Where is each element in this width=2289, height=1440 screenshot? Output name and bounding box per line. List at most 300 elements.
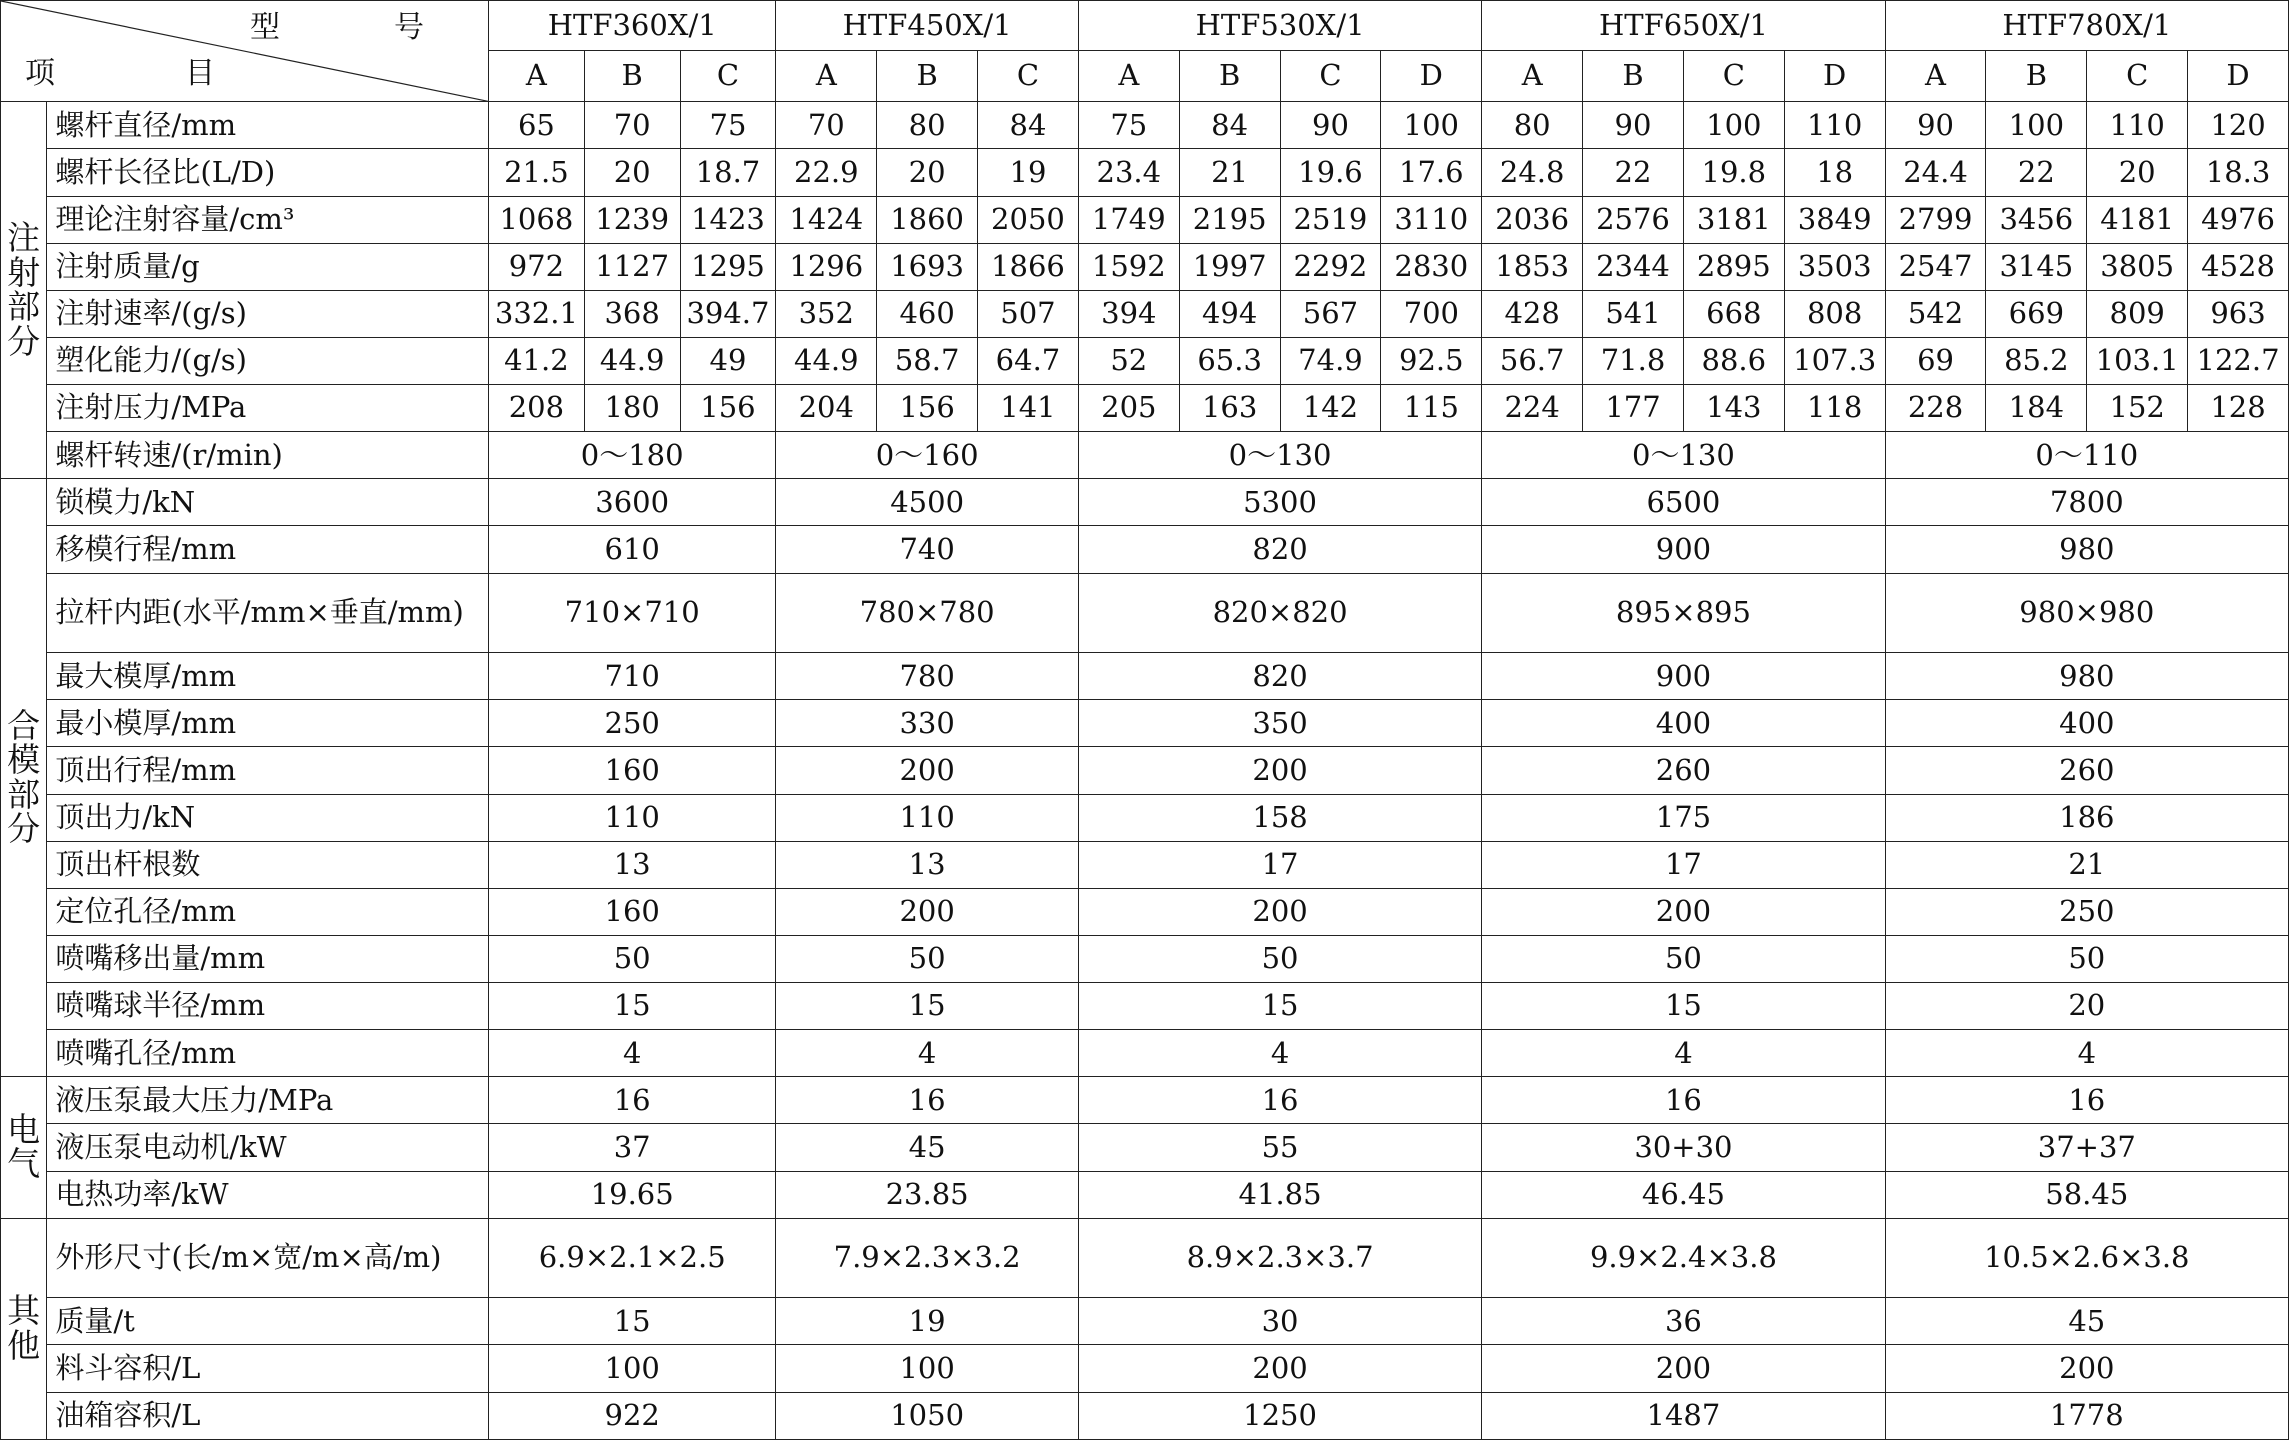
section-label	[1, 479, 47, 1077]
variant-value-cell: 49	[680, 337, 776, 384]
variant-value-cell: 20	[877, 149, 978, 196]
model-value-cell: 13	[489, 841, 776, 888]
variant-value-cell: 52	[1078, 337, 1179, 384]
variant-value-cell: 228	[1885, 385, 1986, 432]
model-value-cell: 0～180	[489, 432, 776, 479]
row-label: 喷嘴球半径/mm	[47, 983, 489, 1030]
model-value-cell: 19	[776, 1298, 1079, 1345]
model-value-cell: 175	[1482, 794, 1885, 841]
model-value-cell: 10.5×2.6×3.8	[1885, 1218, 2288, 1298]
model-value-cell: 260	[1885, 747, 2288, 794]
row-label: 定位孔径/mm	[47, 888, 489, 935]
table-row	[1, 479, 2289, 526]
variant-value-cell: 88.6	[1683, 337, 1784, 384]
variant-value-cell: 156	[680, 385, 776, 432]
table-row	[1, 1345, 2289, 1392]
model-value-cell: 50	[1885, 935, 2288, 982]
row-label: 理论注射容量/cm³	[47, 196, 489, 243]
corner-item-label: 项 目	[25, 55, 265, 91]
variant-value-cell: 394.7	[680, 290, 776, 337]
table-row	[1, 337, 2289, 384]
variant-value-cell: 74.9	[1280, 337, 1381, 384]
variant-value-cell: 41.2	[489, 337, 585, 384]
model-value-cell: 45	[776, 1124, 1079, 1171]
table-row	[1, 841, 2289, 888]
variant-header: B	[1179, 50, 1280, 102]
variant-value-cell: 1423	[680, 196, 776, 243]
table-row	[1, 573, 2289, 653]
table-row	[1, 794, 2289, 841]
variant-value-cell: 808	[1784, 290, 1885, 337]
variant-value-cell: 110	[2087, 102, 2188, 149]
model-value-cell: 16	[489, 1077, 776, 1124]
table-row	[1, 1124, 2289, 1171]
variant-value-cell: 71.8	[1583, 337, 1684, 384]
section-label-text: 其他	[7, 1291, 41, 1365]
table-row	[1, 290, 2289, 337]
table-row	[1, 1077, 2289, 1124]
row-label: 注射质量/g	[47, 243, 489, 290]
variant-value-cell: 56.7	[1482, 337, 1583, 384]
model-value-cell: 50	[776, 935, 1079, 982]
model-value-cell: 30	[1078, 1298, 1481, 1345]
table-row	[1, 243, 2289, 290]
model-value-cell: 1487	[1482, 1392, 1885, 1440]
model-value-cell: 610	[489, 526, 776, 573]
variant-value-cell: 19.8	[1683, 149, 1784, 196]
model-value-cell: 820	[1078, 526, 1481, 573]
variant-value-cell: 205	[1078, 385, 1179, 432]
variant-value-cell: 24.4	[1885, 149, 1986, 196]
variant-value-cell: 44.9	[776, 337, 877, 384]
model-value-cell: 0～110	[1885, 432, 2288, 479]
variant-value-cell: 44.9	[584, 337, 680, 384]
table-row	[1, 1030, 2289, 1077]
variant-value-cell: 69	[1885, 337, 1986, 384]
variant-value-cell: 3181	[1683, 196, 1784, 243]
model-value-cell: 250	[1885, 888, 2288, 935]
model-value-cell: 50	[489, 935, 776, 982]
variant-value-cell: 22	[1986, 149, 2087, 196]
model-value-cell: 55	[1078, 1124, 1481, 1171]
variant-value-cell: 163	[1179, 385, 1280, 432]
variant-value-cell: 20	[584, 149, 680, 196]
variant-value-cell: 21.5	[489, 149, 585, 196]
model-value-cell: 4	[776, 1030, 1079, 1077]
variant-value-cell: 100	[1381, 102, 1482, 149]
model-header: HTF650X/1	[1482, 1, 1885, 51]
variant-value-cell: 542	[1885, 290, 1986, 337]
row-label: 移模行程/mm	[47, 526, 489, 573]
model-value-cell: 200	[1482, 1345, 1885, 1392]
variant-value-cell: 80	[877, 102, 978, 149]
variant-value-cell: 84	[978, 102, 1079, 149]
row-label: 螺杆长径比(L/D)	[47, 149, 489, 196]
table-row	[1, 935, 2289, 982]
variant-value-cell: 85.2	[1986, 337, 2087, 384]
variant-value-cell: 494	[1179, 290, 1280, 337]
model-value-cell: 50	[1078, 935, 1481, 982]
row-label: 顶出行程/mm	[47, 747, 489, 794]
table-row	[1, 700, 2289, 747]
table-row	[1, 432, 2289, 479]
variant-header: A	[489, 50, 585, 102]
variant-value-cell: 4976	[2188, 196, 2289, 243]
variant-value-cell: 394	[1078, 290, 1179, 337]
model-value-cell: 58.45	[1885, 1171, 2288, 1218]
table-row	[1, 653, 2289, 700]
model-value-cell: 710×710	[489, 573, 776, 653]
row-label: 质量/t	[47, 1298, 489, 1345]
table-row	[1, 102, 2289, 149]
model-value-cell: 740	[776, 526, 1079, 573]
variant-value-cell: 141	[978, 385, 1079, 432]
variant-value-cell: 963	[2188, 290, 2289, 337]
model-value-cell: 1250	[1078, 1392, 1481, 1440]
variant-value-cell: 23.4	[1078, 149, 1179, 196]
variant-value-cell: 90	[1885, 102, 1986, 149]
variant-value-cell: 90	[1583, 102, 1684, 149]
model-value-cell: 330	[776, 700, 1079, 747]
model-value-cell: 45	[1885, 1298, 2288, 1345]
variant-value-cell: 65.3	[1179, 337, 1280, 384]
model-value-cell: 780×780	[776, 573, 1079, 653]
variant-value-cell: 2036	[1482, 196, 1583, 243]
model-value-cell: 100	[489, 1345, 776, 1392]
variant-value-cell: 18.7	[680, 149, 776, 196]
model-value-cell: 15	[1078, 983, 1481, 1030]
model-value-cell: 16	[776, 1077, 1079, 1124]
row-label: 注射速率/(g/s)	[47, 290, 489, 337]
table-row	[1, 526, 2289, 573]
model-value-cell: 16	[1078, 1077, 1481, 1124]
variant-value-cell: 1592	[1078, 243, 1179, 290]
variant-value-cell: 1693	[877, 243, 978, 290]
model-value-cell: 30+30	[1482, 1124, 1885, 1171]
model-value-cell: 6500	[1482, 479, 1885, 526]
variant-value-cell: 2547	[1885, 243, 1986, 290]
model-header: HTF360X/1	[489, 1, 776, 51]
variant-value-cell: 184	[1986, 385, 2087, 432]
model-value-cell: 200	[1482, 888, 1885, 935]
variant-value-cell: 18.3	[2188, 149, 2289, 196]
model-value-cell: 9.9×2.4×3.8	[1482, 1218, 1885, 1298]
row-label: 塑化能力/(g/s)	[47, 337, 489, 384]
variant-value-cell: 1296	[776, 243, 877, 290]
model-value-cell: 19.65	[489, 1171, 776, 1218]
variant-value-cell: 1295	[680, 243, 776, 290]
variant-value-cell: 2576	[1583, 196, 1684, 243]
row-label: 锁模力/kN	[47, 479, 489, 526]
model-value-cell: 922	[489, 1392, 776, 1440]
section-label-text: 电气	[7, 1109, 41, 1184]
variant-value-cell: 122.7	[2188, 337, 2289, 384]
model-value-cell: 7800	[1885, 479, 2288, 526]
model-value-cell: 980	[1885, 526, 2288, 573]
variant-value-cell: 972	[489, 243, 585, 290]
model-value-cell: 4	[1885, 1030, 2288, 1077]
model-value-cell: 158	[1078, 794, 1481, 841]
model-value-cell: 4	[489, 1030, 776, 1077]
variant-value-cell: 58.7	[877, 337, 978, 384]
variant-value-cell: 2799	[1885, 196, 1986, 243]
model-value-cell: 200	[776, 747, 1079, 794]
model-header: HTF530X/1	[1078, 1, 1481, 51]
variant-value-cell: 103.1	[2087, 337, 2188, 384]
variant-value-cell: 1749	[1078, 196, 1179, 243]
variant-value-cell: 22.9	[776, 149, 877, 196]
model-value-cell: 980×980	[1885, 573, 2288, 653]
variant-value-cell: 92.5	[1381, 337, 1482, 384]
variant-value-cell: 18	[1784, 149, 1885, 196]
model-value-cell: 21	[1885, 841, 2288, 888]
model-value-cell: 6.9×2.1×2.5	[489, 1218, 776, 1298]
variant-value-cell: 110	[1784, 102, 1885, 149]
model-value-cell: 15	[776, 983, 1079, 1030]
model-value-cell: 1050	[776, 1392, 1079, 1440]
table-row	[1, 385, 2289, 432]
variant-value-cell: 669	[1986, 290, 2087, 337]
variant-value-cell: 204	[776, 385, 877, 432]
variant-value-cell: 3110	[1381, 196, 1482, 243]
variant-header: A	[776, 50, 877, 102]
model-value-cell: 1778	[1885, 1392, 2288, 1440]
variant-value-cell: 70	[584, 102, 680, 149]
variant-header: A	[1885, 50, 1986, 102]
row-label: 最小模厚/mm	[47, 700, 489, 747]
section-label-text: 合模部分	[7, 705, 41, 849]
variant-value-cell: 3145	[1986, 243, 2087, 290]
variant-value-cell: 21	[1179, 149, 1280, 196]
model-value-cell: 110	[489, 794, 776, 841]
variant-header: C	[680, 50, 776, 102]
row-label: 顶出杆根数	[47, 841, 489, 888]
variant-value-cell: 208	[489, 385, 585, 432]
variant-value-cell: 64.7	[978, 337, 1079, 384]
model-value-cell: 3600	[489, 479, 776, 526]
model-value-cell: 50	[1482, 935, 1885, 982]
variant-value-cell: 65	[489, 102, 585, 149]
variant-value-cell: 224	[1482, 385, 1583, 432]
variant-value-cell: 2050	[978, 196, 1079, 243]
row-label: 拉杆内距(水平/mm×垂直/mm)	[47, 573, 489, 653]
model-value-cell: 400	[1482, 700, 1885, 747]
variant-value-cell: 152	[2087, 385, 2188, 432]
model-value-cell: 200	[776, 888, 1079, 935]
model-value-cell: 900	[1482, 653, 1885, 700]
variant-value-cell: 3503	[1784, 243, 1885, 290]
row-label: 注射压力/MPa	[47, 385, 489, 432]
variant-header: C	[1683, 50, 1784, 102]
model-value-cell: 4500	[776, 479, 1079, 526]
variant-value-cell: 507	[978, 290, 1079, 337]
row-label: 液压泵最大压力/MPa	[47, 1077, 489, 1124]
variant-value-cell: 19.6	[1280, 149, 1381, 196]
model-value-cell: 17	[1482, 841, 1885, 888]
model-value-cell: 16	[1885, 1077, 2288, 1124]
variant-header: D	[1381, 50, 1482, 102]
variant-value-cell: 80	[1482, 102, 1583, 149]
table-row	[1, 1171, 2289, 1218]
variant-value-cell: 143	[1683, 385, 1784, 432]
header-corner	[1, 1, 489, 102]
variant-header: A	[1482, 50, 1583, 102]
variant-value-cell: 100	[1683, 102, 1784, 149]
variant-value-cell: 2344	[1583, 243, 1684, 290]
variant-value-cell: 2195	[1179, 196, 1280, 243]
variant-value-cell: 1424	[776, 196, 877, 243]
variant-value-cell: 809	[2087, 290, 2188, 337]
variant-value-cell: 100	[1986, 102, 2087, 149]
variant-value-cell: 1239	[584, 196, 680, 243]
variant-value-cell: 567	[1280, 290, 1381, 337]
variant-header: B	[1583, 50, 1684, 102]
variant-value-cell: 19	[978, 149, 1079, 196]
variant-value-cell: 332.1	[489, 290, 585, 337]
variant-value-cell: 20	[2087, 149, 2188, 196]
row-label: 电热功率/kW	[47, 1171, 489, 1218]
variant-value-cell: 115	[1381, 385, 1482, 432]
corner-model-label: 型 号	[250, 10, 466, 45]
row-label: 料斗容积/L	[47, 1345, 489, 1392]
row-label: 油箱容积/L	[47, 1392, 489, 1440]
table-row	[1, 1392, 2289, 1440]
model-value-cell: 200	[1078, 747, 1481, 794]
model-value-cell: 15	[489, 1298, 776, 1345]
variant-value-cell: 541	[1583, 290, 1684, 337]
variant-value-cell: 2895	[1683, 243, 1784, 290]
table-row	[1, 983, 2289, 1030]
model-header: HTF450X/1	[776, 1, 1079, 51]
model-value-cell: 23.85	[776, 1171, 1079, 1218]
model-value-cell: 260	[1482, 747, 1885, 794]
variant-value-cell: 1068	[489, 196, 585, 243]
variant-value-cell: 1860	[877, 196, 978, 243]
section-label-text: 注射部分	[7, 218, 41, 361]
model-value-cell: 110	[776, 794, 1079, 841]
model-value-cell: 4	[1078, 1030, 1481, 1077]
row-label: 液压泵电动机/kW	[47, 1124, 489, 1171]
model-value-cell: 186	[1885, 794, 2288, 841]
model-value-cell: 8.9×2.3×3.7	[1078, 1218, 1481, 1298]
model-value-cell: 780	[776, 653, 1079, 700]
row-label: 喷嘴孔径/mm	[47, 1030, 489, 1077]
variant-value-cell: 17.6	[1381, 149, 1482, 196]
variant-value-cell: 2292	[1280, 243, 1381, 290]
variant-value-cell: 128	[2188, 385, 2289, 432]
variant-value-cell: 107.3	[1784, 337, 1885, 384]
model-value-cell: 41.85	[1078, 1171, 1481, 1218]
variant-header: C	[978, 50, 1079, 102]
variant-value-cell: 4528	[2188, 243, 2289, 290]
model-value-cell: 100	[776, 1345, 1079, 1392]
variant-header: C	[2087, 50, 2188, 102]
variant-value-cell: 3849	[1784, 196, 1885, 243]
table-row	[1, 1218, 2289, 1298]
variant-value-cell: 368	[584, 290, 680, 337]
model-value-cell: 820	[1078, 653, 1481, 700]
model-value-cell: 4	[1482, 1030, 1885, 1077]
model-value-cell: 37+37	[1885, 1124, 2288, 1171]
model-value-cell: 13	[776, 841, 1079, 888]
variant-value-cell: 118	[1784, 385, 1885, 432]
variant-value-cell: 177	[1583, 385, 1684, 432]
model-value-cell: 16	[1482, 1077, 1885, 1124]
model-value-cell: 7.9×2.3×3.2	[776, 1218, 1079, 1298]
section-label	[1, 1077, 47, 1218]
variant-value-cell: 90	[1280, 102, 1381, 149]
row-label: 螺杆直径/mm	[47, 102, 489, 149]
model-value-cell: 46.45	[1482, 1171, 1885, 1218]
model-value-cell: 5300	[1078, 479, 1481, 526]
variant-header: B	[1986, 50, 2087, 102]
variant-value-cell: 460	[877, 290, 978, 337]
model-value-cell: 0～160	[776, 432, 1079, 479]
variant-value-cell: 180	[584, 385, 680, 432]
table-row	[1, 1298, 2289, 1345]
row-label: 喷嘴移出量/mm	[47, 935, 489, 982]
variant-header: B	[877, 50, 978, 102]
model-value-cell: 0～130	[1078, 432, 1481, 479]
variant-value-cell: 4181	[2087, 196, 2188, 243]
model-header: HTF780X/1	[1885, 1, 2288, 51]
model-value-cell: 900	[1482, 526, 1885, 573]
row-label: 螺杆转速/(r/min)	[47, 432, 489, 479]
model-value-cell: 200	[1078, 1345, 1481, 1392]
section-label	[1, 102, 47, 479]
table-row	[1, 149, 2289, 196]
variant-header: B	[584, 50, 680, 102]
table-row	[1, 888, 2289, 935]
variant-value-cell: 1853	[1482, 243, 1583, 290]
variant-value-cell: 24.8	[1482, 149, 1583, 196]
row-label: 顶出力/kN	[47, 794, 489, 841]
variant-header: A	[1078, 50, 1179, 102]
variant-value-cell: 352	[776, 290, 877, 337]
variant-value-cell: 428	[1482, 290, 1583, 337]
model-value-cell: 820×820	[1078, 573, 1481, 653]
variant-header: C	[1280, 50, 1381, 102]
variant-value-cell: 22	[1583, 149, 1684, 196]
variant-value-cell: 75	[680, 102, 776, 149]
model-value-cell: 15	[1482, 983, 1885, 1030]
model-value-cell: 0～130	[1482, 432, 1885, 479]
variant-header: D	[2188, 50, 2289, 102]
model-value-cell: 400	[1885, 700, 2288, 747]
model-value-cell: 200	[1885, 1345, 2288, 1392]
variant-value-cell: 700	[1381, 290, 1482, 337]
variant-header: D	[1784, 50, 1885, 102]
model-value-cell: 350	[1078, 700, 1481, 747]
variant-value-cell: 120	[2188, 102, 2289, 149]
model-value-cell: 160	[489, 747, 776, 794]
variant-value-cell: 3456	[1986, 196, 2087, 243]
model-value-cell: 895×895	[1482, 573, 1885, 653]
model-value-cell: 250	[489, 700, 776, 747]
section-label	[1, 1218, 47, 1439]
model-value-cell: 15	[489, 983, 776, 1030]
model-value-cell: 37	[489, 1124, 776, 1171]
variant-value-cell: 156	[877, 385, 978, 432]
variant-value-cell: 70	[776, 102, 877, 149]
model-value-cell: 710	[489, 653, 776, 700]
model-value-cell: 160	[489, 888, 776, 935]
variant-value-cell: 1997	[1179, 243, 1280, 290]
variant-value-cell: 1127	[584, 243, 680, 290]
model-value-cell: 200	[1078, 888, 1481, 935]
variant-value-cell: 142	[1280, 385, 1381, 432]
model-value-cell: 20	[1885, 983, 2288, 1030]
